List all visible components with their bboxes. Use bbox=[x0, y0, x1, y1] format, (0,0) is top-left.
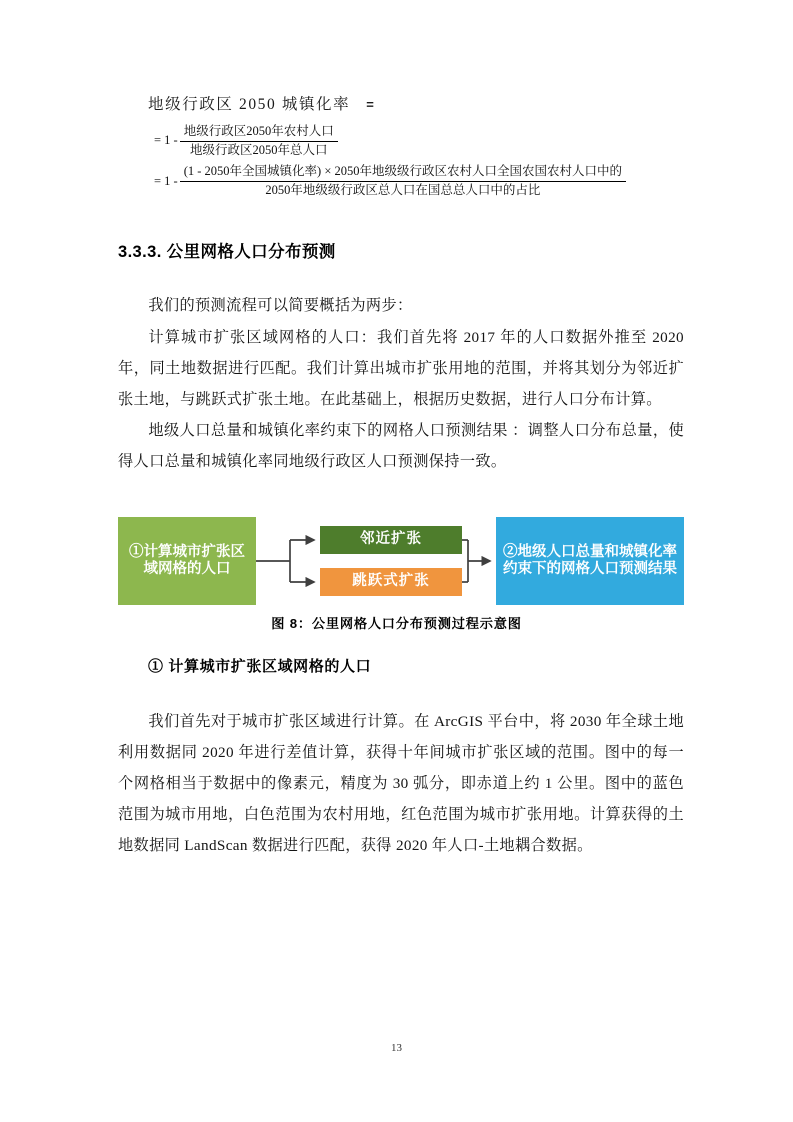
paragraph-step-two-text: 地级人口总量和城镇化率约束下的网格人口预测结果 ：调整人口分布总量，使得人口总量和城镇化率同地级行政区人口预测保持一致。 bbox=[118, 422, 684, 470]
flow-box-branch-top: 邻近扩张 bbox=[320, 526, 462, 554]
flow-box-start: ①计算城市扩张区域网格的人口 bbox=[118, 517, 256, 605]
formula-line-1-numerator: 地级行政区2050年农村人口 bbox=[180, 124, 338, 142]
formula-line-2-numerator: (1 - 2050年全国城镇化率) × 2050年地级级行政区农村人口全国农国农村人口中的 bbox=[180, 164, 626, 182]
sub-heading: ① 计算城市扩张区域网格的人口 bbox=[148, 658, 372, 675]
flow-box-end: ②地级人口总量和城镇化率约束下的网格人口预测结果 bbox=[496, 517, 684, 605]
formula-line-2-lead: = 1 - bbox=[154, 173, 178, 188]
page-number: 13 bbox=[391, 1042, 402, 1054]
paragraph-intro bbox=[118, 290, 684, 321]
paragraph-step-one-text: 计算城市扩张区域网格的人口：我们首先将 2017 年的人口数据外推至 2020 年，同土地数据进行匹配。我们计算出城市扩张用地的范围，并将其划分为邻近扩张土地，与跳跃式扩张土地。在此基础上，根据历史数据，进行人口分布计算。 bbox=[118, 329, 684, 408]
formula-heading bbox=[148, 92, 678, 114]
formula-line-2 bbox=[148, 164, 678, 198]
formula-line-1-lead: = 1 - bbox=[154, 133, 178, 148]
section-heading: 3.3.3. 公里网格人口分布预测 bbox=[118, 243, 336, 261]
paragraph-step-two bbox=[118, 415, 684, 477]
formula-line-2-fraction bbox=[180, 164, 626, 198]
paragraph-intro-text: 我们的预测流程可以简要概括为两步： bbox=[148, 297, 413, 314]
formula-line-2-denominator: 2050年地级级行政区总人口在国总总人口中的占比 bbox=[265, 182, 541, 197]
paragraph-last bbox=[118, 706, 684, 861]
formula-line-1-denominator: 地级行政区2050年总人口 bbox=[189, 142, 328, 157]
paragraph-last-text: 我们首先对于城市扩张区域进行计算。在 ArcGIS 平台中，将 2030 年全球土地利用数据同 2020 年进行差值计算，获得十年间城市扩张区域的范围。图中的每一个网格相当于数据中的像素元，精度为 30 弧分，即赤道上约 1 公里。图中的蓝色范围为城市用地，白色范围为农村用地，红色范围为城市扩张用地。计算获得的土地数据同 LandScan 数据进行匹配，获得 2020 年人口-土地耦合数据。 bbox=[118, 713, 684, 854]
flow-diagram bbox=[118, 517, 684, 605]
formula-equals-sign: = bbox=[366, 97, 374, 112]
formula-line-1-fraction bbox=[180, 124, 338, 158]
formula-block bbox=[148, 92, 678, 199]
formula-heading-text: 地级行政区 2050 城镇化率 bbox=[148, 96, 351, 113]
figure-caption: 图 8：公里网格人口分布预测过程示意图 bbox=[271, 616, 522, 631]
paragraph-step-one bbox=[118, 322, 684, 415]
formula-line-1 bbox=[148, 124, 678, 158]
flow-box-branch-bottom: 跳跃式扩张 bbox=[320, 568, 462, 596]
